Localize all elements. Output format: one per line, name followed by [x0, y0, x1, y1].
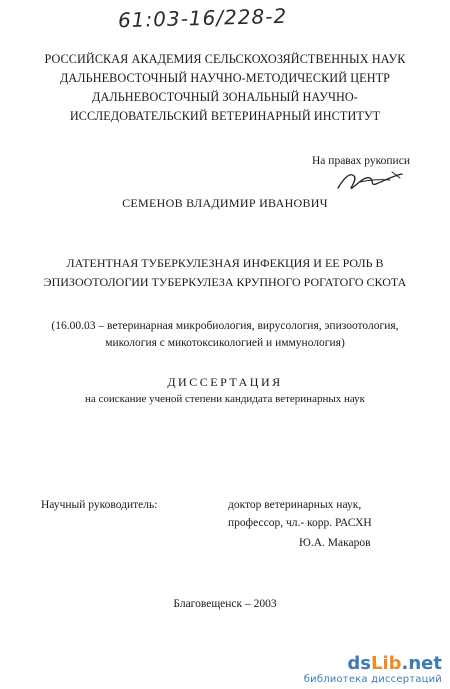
organization-line-4: ИССЛЕДОВАТЕЛЬСКИЙ ВЕТЕРИНАРНЫЙ ИНСТИТУТ — [69, 109, 381, 123]
author-name: СЕМЕНОВ ВЛАДИМИР ИВАНОВИЧ — [122, 196, 328, 210]
watermark-logo[interactable]: dsLib.net — [347, 653, 442, 674]
specialty-line-1: (16.00.03 – ветеринарная микробиология, вирусология, эпизоотология, — [51, 320, 399, 332]
supervisor-title: профессор, чл.- корр. РАСХН — [228, 517, 372, 529]
supervisor-degree: доктор ветеринарных наук, — [228, 499, 362, 511]
organization-line-1: РОССИЙСКАЯ АКАДЕМИЯ СЕЛЬСКОХОЗЯЙСТВЕННЫХ НАУК — [44, 52, 406, 66]
document-type: ДИССЕРТАЦИЯ — [167, 375, 283, 389]
watermark-subtitle: библиотека диссертаций — [303, 674, 442, 685]
dissertation-title-line-1: ЛАТЕНТНАЯ ТУБЕРКУЛЕЗНАЯ ИНФЕКЦИЯ И ЕЕ РОЛЬ В — [66, 256, 384, 270]
city-year: Благовещенск – 2003 — [173, 598, 277, 610]
watermark[interactable] — [304, 654, 442, 685]
handwritten-archive-code: 61:03-16/228-2 — [117, 3, 288, 33]
organization-line-3: ДАЛЬНЕВОСТОЧНЫЙ ЗОНАЛЬНЫЙ НАУЧНО- — [92, 90, 358, 104]
degree-description: на соискание ученой степени кандидата ветеринарных наук — [84, 393, 366, 405]
signature-icon — [330, 166, 410, 196]
supervisor-label: Научный руководитель: — [41, 499, 158, 511]
organization-line-2: ДАЛЬНЕВОСТОЧНЫЙ НАУЧНО-МЕТОДИЧЕСКИЙ ЦЕНТР — [59, 71, 391, 85]
specialty-line-2: микология с микотоксикологией и иммунология) — [105, 337, 345, 349]
supervisor-name: Ю.А. Макаров — [299, 537, 371, 549]
manuscript-rights-note: На правах рукописи — [312, 155, 410, 167]
dissertation-title-line-2: ЭПИЗООТОЛОГИИ ТУБЕРКУЛЕЗА КРУПНОГО РОГАТОГО СКОТА — [43, 275, 407, 289]
